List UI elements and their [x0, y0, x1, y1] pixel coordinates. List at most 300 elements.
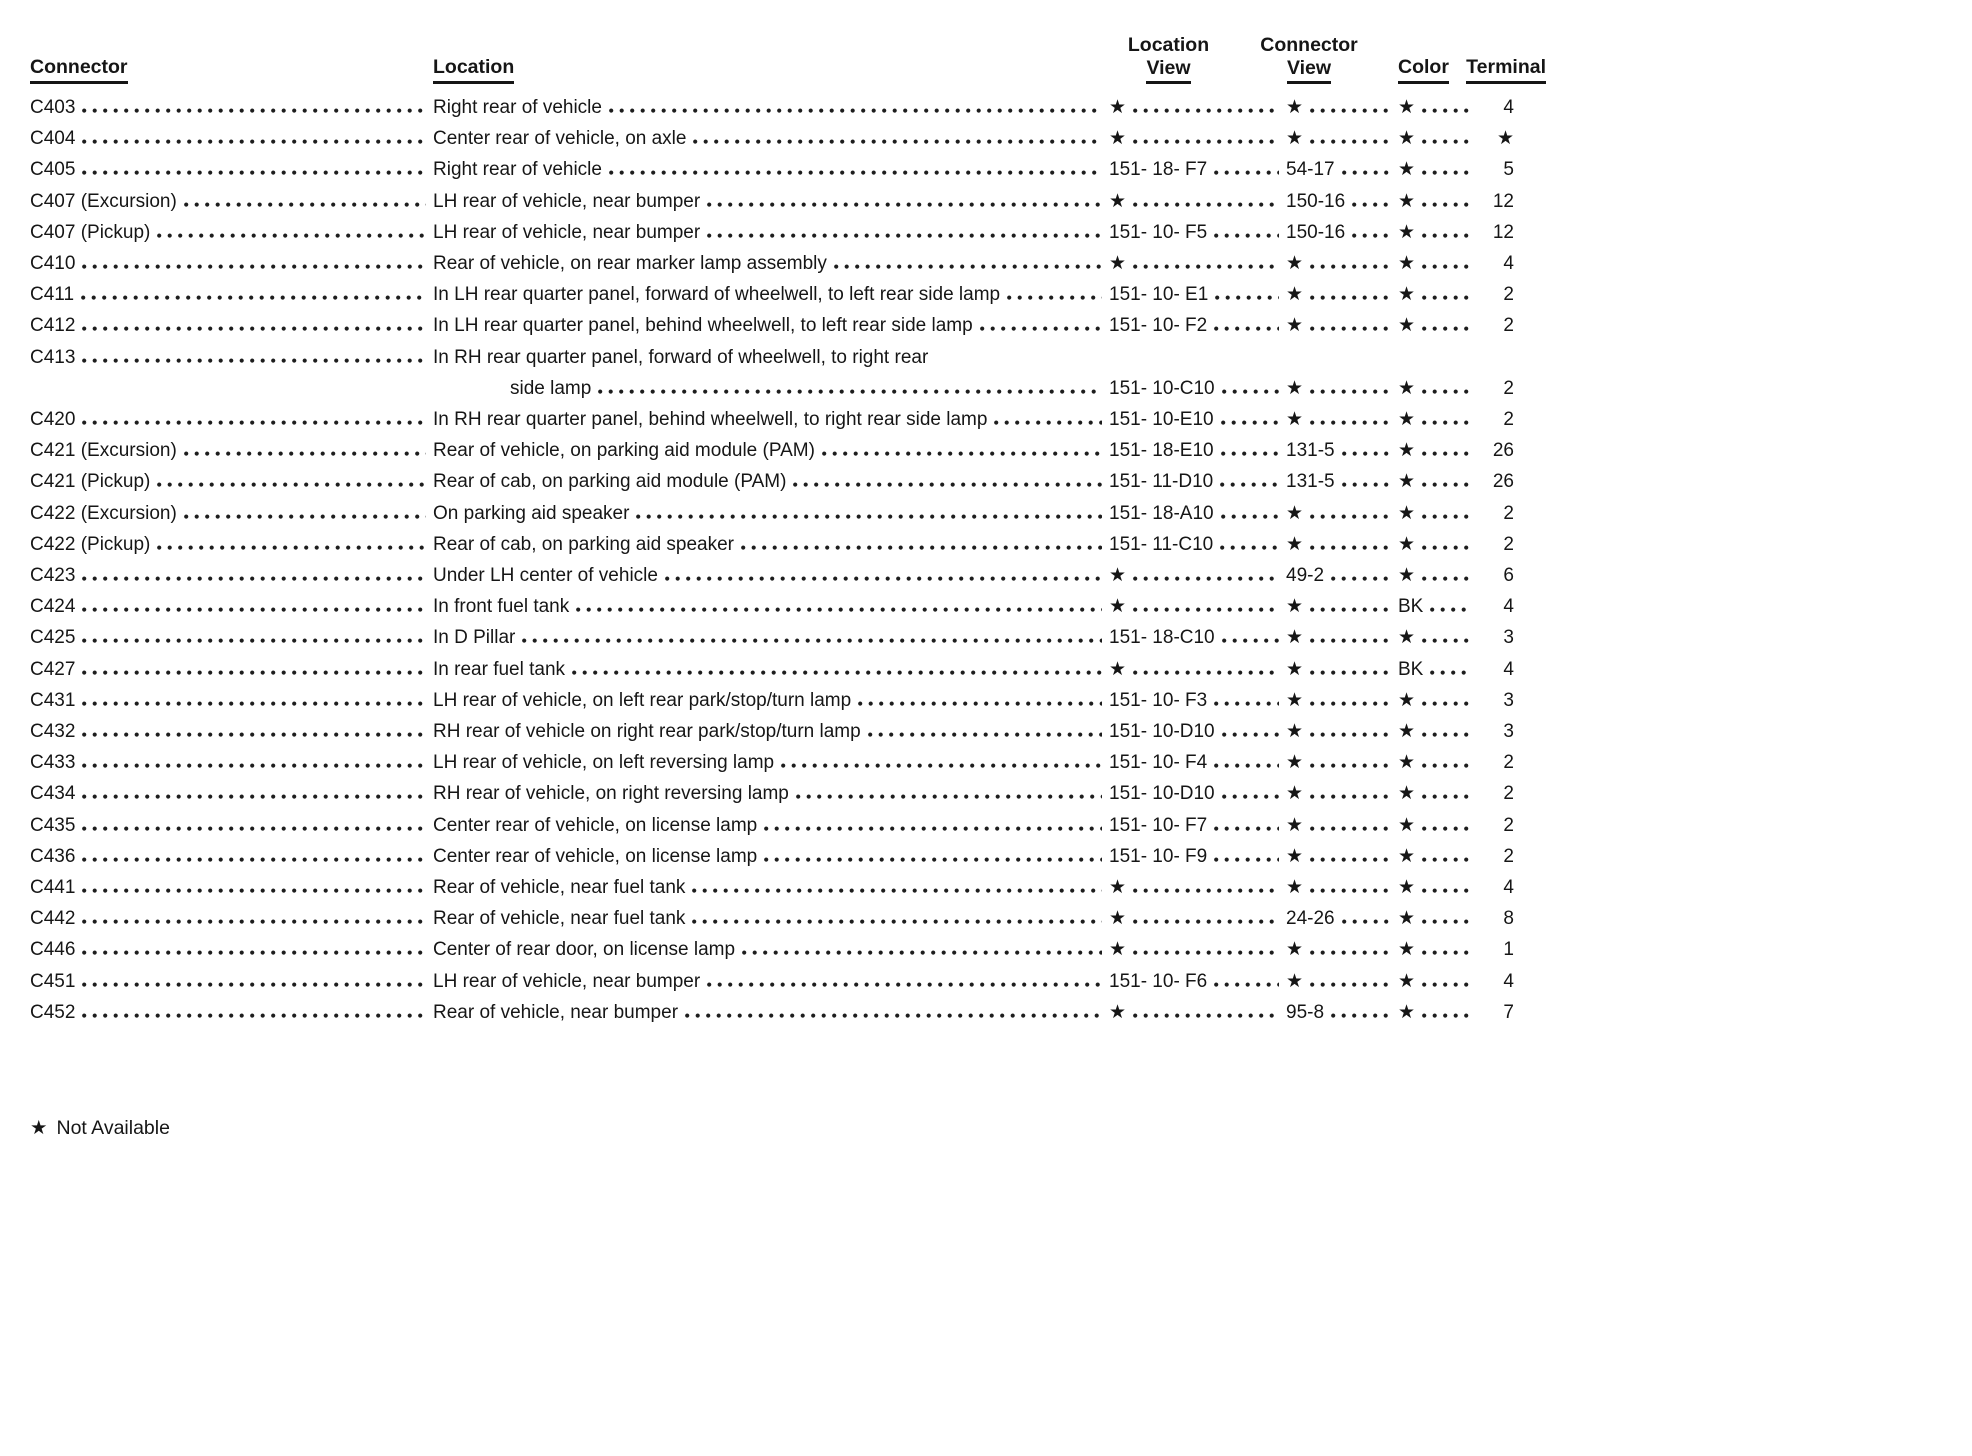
dot-leader [1422, 389, 1469, 394]
dot-leader [1352, 233, 1391, 238]
connector-view-cell [1286, 560, 1398, 591]
terminal-cell [1476, 466, 1546, 497]
color-value: ★ [1398, 409, 1416, 431]
terminal-cell [1476, 747, 1546, 778]
terminal-value: 26 [1492, 440, 1514, 462]
dot-leader [1342, 170, 1391, 175]
dot-leader [82, 576, 426, 581]
location-cell [433, 685, 1109, 716]
header-color-label: Color [1398, 56, 1449, 84]
dot-leader [1310, 794, 1391, 799]
connector-view-cell [1286, 810, 1398, 841]
dot-leader [1214, 982, 1279, 987]
color-cell [1398, 154, 1476, 185]
color-cell [1398, 435, 1476, 466]
dot-leader [1222, 732, 1279, 737]
dot-leader [793, 482, 1102, 487]
terminal-cell [1476, 778, 1546, 809]
dot-leader [1310, 763, 1391, 768]
terminal-value: 26 [1492, 471, 1514, 493]
table-row [30, 560, 1546, 591]
connector-id: C403 [30, 97, 76, 118]
dot-leader [692, 888, 1102, 893]
location-view-cell [1109, 435, 1286, 466]
connector-view-value: 54-17 [1286, 159, 1335, 181]
table-row [30, 373, 1546, 404]
location-view-value: ★ [1109, 596, 1127, 618]
location-text: Center rear of vehicle, on license lamp [433, 814, 758, 836]
connector-id: C441 [30, 877, 76, 899]
location-cell [433, 217, 1109, 248]
connector-cell [30, 466, 433, 497]
connector-id: C422 (Pickup) [30, 533, 151, 555]
location-text: Rear of vehicle, near bumper [433, 1001, 679, 1023]
connector-view-value: ★ [1286, 377, 1304, 399]
connector-view-cell [1286, 685, 1398, 716]
dot-leader [693, 139, 1102, 144]
connector-view-value: ★ [1286, 502, 1304, 524]
terminal-cell [1476, 560, 1546, 591]
dot-leader [82, 857, 426, 862]
location-cell [433, 591, 1109, 622]
location-view-cell [1109, 747, 1286, 778]
dot-leader [82, 139, 426, 144]
connector-id: C452 [30, 1001, 76, 1023]
location-view-value: 151- 10-D10 [1109, 783, 1215, 805]
color-value: ★ [1398, 315, 1416, 337]
color-value: ★ [1398, 1001, 1416, 1023]
table-row [30, 747, 1546, 778]
location-view-cell [1109, 248, 1286, 279]
dot-leader [82, 888, 426, 893]
connector-view-cell [1286, 373, 1398, 404]
terminal-value: 2 [1503, 814, 1514, 836]
connector-view-cell [1286, 248, 1398, 279]
location-view-value: ★ [1109, 908, 1127, 930]
connector-view-cell [1286, 966, 1398, 997]
location-view-value: 151- 10-E10 [1109, 409, 1214, 431]
connector-cell [30, 591, 433, 622]
color-value: ★ [1398, 190, 1416, 212]
header-color-cell [1398, 56, 1476, 84]
dot-leader [1422, 295, 1469, 300]
location-view-cell [1109, 591, 1286, 622]
location-text: LH rear of vehicle, on left rear park/stop/turn lamp [433, 689, 852, 711]
not-available-star-icon: ★ [30, 1117, 48, 1140]
connector-view-cell [1286, 997, 1398, 1028]
location-cell [433, 154, 1109, 185]
color-value: ★ [1398, 253, 1416, 275]
dot-leader [1310, 139, 1391, 144]
table-row [30, 154, 1546, 185]
terminal-value: 2 [1503, 315, 1514, 337]
location-cell [433, 435, 1109, 466]
location-view-value: 151- 18- F7 [1109, 159, 1208, 181]
connector-view-value: ★ [1286, 128, 1304, 150]
header-location-view-line1: Location [1127, 34, 1210, 56]
location-view-cell [1109, 92, 1286, 123]
table-row [30, 279, 1546, 310]
terminal-value: 3 [1503, 721, 1514, 743]
dot-leader [1220, 545, 1279, 550]
location-view-cell [1109, 217, 1286, 248]
color-value: ★ [1398, 377, 1416, 399]
connector-view-cell [1286, 778, 1398, 809]
connector-cell [30, 186, 433, 217]
dot-leader [741, 545, 1102, 550]
connector-view-cell [1286, 154, 1398, 185]
dot-leader [1310, 108, 1391, 113]
connector-id: C435 [30, 814, 76, 836]
location-text: Under LH center of vehicle [433, 565, 658, 587]
table-row [30, 466, 1546, 497]
table-row [30, 498, 1546, 529]
table-row [30, 934, 1546, 965]
connector-view-value: ★ [1286, 253, 1304, 275]
dot-leader [1310, 607, 1391, 612]
dot-leader [1133, 1013, 1279, 1018]
color-cell [1398, 934, 1476, 965]
terminal-cell [1476, 310, 1546, 341]
connector-view-value: ★ [1286, 814, 1304, 836]
location-view-value: 151- 10- F7 [1109, 814, 1208, 836]
location-text: In rear fuel tank [433, 658, 566, 680]
location-text: Right rear of vehicle [433, 97, 602, 118]
connector-id: C442 [30, 908, 76, 930]
dot-leader [1310, 950, 1391, 955]
dot-leader [82, 1013, 426, 1018]
location-text: Rear of cab, on parking aid module (PAM) [433, 471, 787, 493]
dot-leader [1422, 451, 1469, 456]
dot-leader [1422, 514, 1469, 519]
terminal-value: 12 [1492, 190, 1514, 212]
dot-leader [1310, 514, 1391, 519]
dot-leader [81, 295, 426, 300]
dot-leader [1422, 108, 1469, 113]
dot-leader [1310, 264, 1391, 269]
dot-leader [157, 482, 426, 487]
connector-view-value: ★ [1286, 596, 1304, 618]
header-connector-view-line2: View [1287, 57, 1331, 84]
dot-leader [1133, 139, 1279, 144]
location-view-value: ★ [1109, 128, 1127, 150]
table-row [30, 622, 1546, 653]
color-cell [1398, 654, 1476, 685]
dot-leader [764, 826, 1102, 831]
location-view-value: ★ [1109, 877, 1127, 899]
terminal-value: 7 [1503, 1001, 1514, 1023]
connector-view-value: ★ [1286, 315, 1304, 337]
location-cell [433, 841, 1109, 872]
terminal-cell [1476, 154, 1546, 185]
connector-cell [30, 934, 433, 965]
dot-leader [1310, 888, 1391, 893]
location-text: LH rear of vehicle, near bumper [433, 190, 701, 212]
connector-id: C405 [30, 159, 76, 181]
location-view-value: 151- 10- F9 [1109, 845, 1208, 867]
location-cell [433, 92, 1109, 123]
dot-leader [1352, 202, 1391, 207]
dot-leader [609, 170, 1102, 175]
table-row [30, 654, 1546, 685]
color-value: BK [1398, 596, 1424, 618]
table-row [30, 591, 1546, 622]
color-value: ★ [1398, 471, 1416, 493]
connector-id: C431 [30, 689, 76, 711]
dot-leader [1422, 763, 1469, 768]
terminal-cell [1476, 123, 1546, 154]
connector-view-cell [1286, 934, 1398, 965]
dot-leader [1422, 264, 1469, 269]
connector-cell [30, 872, 433, 903]
connector-id: C434 [30, 783, 76, 805]
dot-leader [1422, 482, 1469, 487]
connector-view-cell [1286, 716, 1398, 747]
dot-leader [1214, 170, 1279, 175]
dot-leader [82, 950, 426, 955]
header-connector-view-cell [1260, 34, 1398, 84]
location-cell [433, 310, 1109, 341]
footnote [30, 1116, 1546, 1140]
table-row [30, 123, 1546, 154]
header-terminal-label: Terminal [1466, 56, 1546, 84]
location-text: Center of rear door, on license lamp [433, 939, 736, 961]
dot-leader [1133, 576, 1279, 581]
connector-cell [30, 92, 433, 123]
location-text: Rear of cab, on parking aid speaker [433, 533, 735, 555]
connector-view-cell [1286, 217, 1398, 248]
dot-leader [980, 326, 1102, 331]
table-row [30, 841, 1546, 872]
location-cell [433, 498, 1109, 529]
dot-leader [1331, 1013, 1391, 1018]
location-cell [433, 903, 1109, 934]
dot-leader [1310, 732, 1391, 737]
connector-view-value: 24-26 [1286, 908, 1335, 930]
header-location-view-line2: View [1146, 57, 1190, 84]
terminal-cell [1476, 248, 1546, 279]
location-text: In D Pillar [433, 627, 516, 649]
color-value: ★ [1398, 845, 1416, 867]
color-cell [1398, 404, 1476, 435]
location-text: In RH rear quarter panel, behind wheelwell, to right rear side lamp [433, 409, 988, 431]
connector-id: C407 (Pickup) [30, 221, 151, 243]
terminal-value: 2 [1503, 845, 1514, 867]
location-text: Rear of vehicle, near fuel tank [433, 877, 686, 899]
terminal-value: 1 [1503, 939, 1514, 961]
dot-leader [1221, 514, 1279, 519]
dot-leader [82, 326, 426, 331]
location-cell [433, 560, 1109, 591]
location-text: LH rear of vehicle, on left reversing lamp [433, 752, 775, 774]
location-view-cell [1109, 872, 1286, 903]
color-cell [1398, 778, 1476, 809]
location-view-value: 151- 10- F5 [1109, 221, 1208, 243]
connector-view-value: ★ [1286, 627, 1304, 649]
dot-leader [1214, 826, 1279, 831]
dot-leader [1422, 576, 1469, 581]
connector-view-cell [1286, 310, 1398, 341]
table-header [30, 34, 1546, 84]
dot-leader [157, 545, 426, 550]
location-cell [433, 716, 1109, 747]
connector-cell [30, 123, 433, 154]
location-view-value: 151- 18-A10 [1109, 502, 1214, 524]
connector-id: C404 [30, 128, 76, 150]
color-cell [1398, 248, 1476, 279]
table-row [30, 872, 1546, 903]
dot-leader [184, 202, 426, 207]
connector-cell [30, 498, 433, 529]
dot-leader [1310, 670, 1391, 675]
terminal-cell [1476, 654, 1546, 685]
dot-leader [1221, 451, 1279, 456]
terminal-cell [1476, 92, 1546, 123]
terminal-value: 2 [1503, 783, 1514, 805]
location-cell [433, 342, 1109, 373]
connector-id: C427 [30, 658, 76, 680]
color-value: ★ [1398, 814, 1416, 836]
terminal-cell [1476, 934, 1546, 965]
location-view-cell [1109, 997, 1286, 1028]
dot-leader [1310, 857, 1391, 862]
dot-leader [1221, 420, 1279, 425]
connector-id: C424 [30, 596, 76, 618]
connector-view-cell [1286, 747, 1398, 778]
table-row [30, 685, 1546, 716]
connector-cell [30, 154, 433, 185]
terminal-cell [1476, 997, 1546, 1028]
header-location-cell [433, 56, 1109, 84]
dot-leader [1214, 701, 1279, 706]
location-view-value: 151- 18-E10 [1109, 440, 1214, 462]
location-view-cell [1109, 154, 1286, 185]
connector-id: C410 [30, 253, 76, 275]
location-view-value: ★ [1109, 939, 1127, 961]
location-cell [433, 810, 1109, 841]
connector-view-cell [1286, 498, 1398, 529]
dot-leader [1214, 233, 1279, 238]
dot-leader [522, 638, 1102, 643]
dot-leader [1422, 233, 1469, 238]
dot-leader [1310, 420, 1391, 425]
location-cell [433, 872, 1109, 903]
connector-view-cell [1286, 654, 1398, 685]
color-cell [1398, 716, 1476, 747]
color-value: ★ [1398, 284, 1416, 306]
color-value: ★ [1398, 97, 1416, 118]
connector-id: C412 [30, 315, 76, 337]
dot-leader [1310, 389, 1391, 394]
dot-leader [82, 607, 426, 612]
connector-cell [30, 841, 433, 872]
location-cell [433, 778, 1109, 809]
location-view-cell [1109, 622, 1286, 653]
location-text: RH rear of vehicle, on right reversing lamp [433, 783, 789, 805]
location-cell [433, 966, 1109, 997]
connector-id: C411 [30, 284, 75, 306]
terminal-cell [1476, 841, 1546, 872]
connector-view-cell [1286, 404, 1398, 435]
color-cell [1398, 591, 1476, 622]
dot-leader [781, 763, 1102, 768]
location-view-cell [1109, 279, 1286, 310]
terminal-cell [1476, 498, 1546, 529]
dot-leader [822, 451, 1102, 456]
connector-view-cell [1286, 279, 1398, 310]
color-cell [1398, 622, 1476, 653]
dot-leader [1310, 638, 1391, 643]
dot-leader [1422, 888, 1469, 893]
dot-leader [82, 170, 426, 175]
dot-leader [742, 950, 1102, 955]
color-value: ★ [1398, 627, 1416, 649]
location-view-value: 151- 10-D10 [1109, 721, 1215, 743]
terminal-value: ★ [1496, 128, 1514, 150]
color-cell [1398, 747, 1476, 778]
location-cell [433, 934, 1109, 965]
terminal-cell [1476, 217, 1546, 248]
location-view-value: ★ [1109, 253, 1127, 275]
location-cell [433, 529, 1109, 560]
terminal-value: 3 [1503, 689, 1514, 711]
dot-leader [184, 514, 426, 519]
connector-view-cell [1286, 903, 1398, 934]
dot-leader [1133, 888, 1279, 893]
color-cell [1398, 123, 1476, 154]
location-text: Rear of vehicle, on parking aid module (PAM) [433, 440, 815, 462]
dot-leader [834, 264, 1102, 269]
connector-cell [30, 217, 433, 248]
table-row [30, 248, 1546, 279]
terminal-cell [1476, 716, 1546, 747]
location-text: On parking aid speaker [433, 502, 630, 524]
terminal-value: 2 [1503, 409, 1514, 431]
terminal-cell [1476, 186, 1546, 217]
color-value: ★ [1398, 752, 1416, 774]
connector-cell [30, 560, 433, 591]
footnote-text: Not Available [56, 1117, 170, 1140]
connector-view-value: ★ [1286, 877, 1304, 899]
connector-view-value: 131-5 [1286, 440, 1335, 462]
connector-view-cell [1286, 92, 1398, 123]
color-value: BK [1398, 658, 1424, 680]
location-cell [433, 997, 1109, 1028]
color-value: ★ [1398, 783, 1416, 805]
dot-leader [82, 982, 426, 987]
color-cell [1398, 92, 1476, 123]
table-row [30, 966, 1546, 997]
connector-id: C413 [30, 346, 76, 368]
terminal-value: 3 [1503, 627, 1514, 649]
dot-leader [1133, 202, 1279, 207]
dot-leader [764, 857, 1102, 862]
location-text: Right rear of vehicle [433, 159, 602, 181]
color-cell [1398, 903, 1476, 934]
terminal-cell [1476, 279, 1546, 310]
dot-leader [1422, 732, 1469, 737]
location-text: Rear of vehicle, near fuel tank [433, 908, 686, 930]
location-text: In RH rear quarter panel, forward of wheelwell, to right rear [433, 346, 929, 368]
dot-leader [1133, 670, 1279, 675]
location-view-cell [1109, 404, 1286, 435]
dot-leader [82, 420, 426, 425]
dot-leader [692, 919, 1102, 924]
terminal-value: 2 [1503, 752, 1514, 774]
dot-leader [82, 638, 426, 643]
terminal-cell [1476, 872, 1546, 903]
dot-leader [82, 264, 426, 269]
